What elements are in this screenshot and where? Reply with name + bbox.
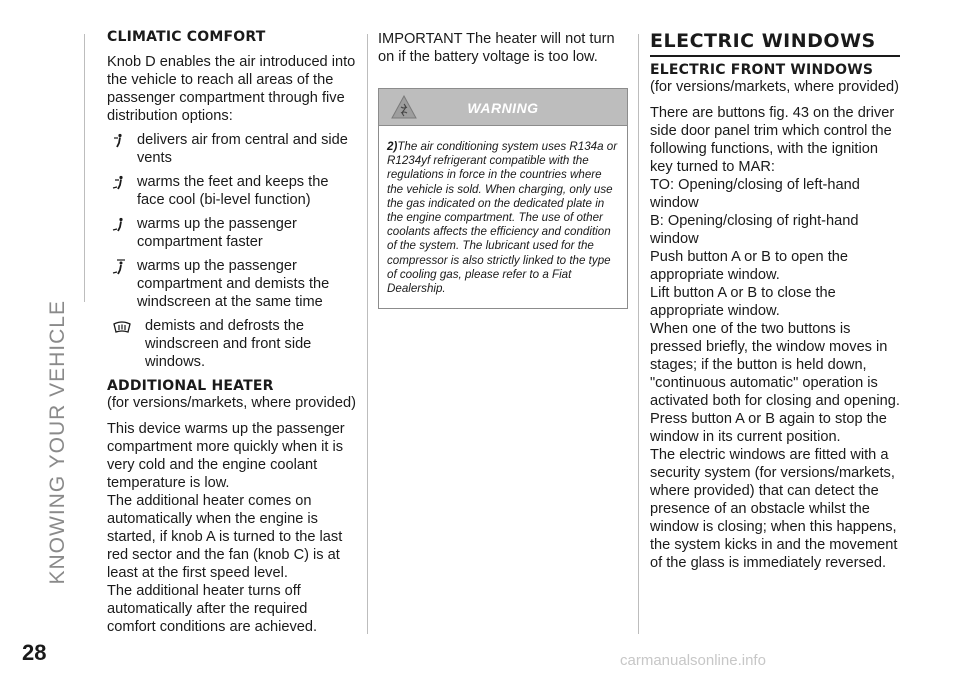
column-divider-1 xyxy=(367,34,368,634)
option-text: demists and defrosts the windscreen and front side windows. xyxy=(145,318,312,370)
windows-heading: ELECTRIC WINDOWS xyxy=(650,30,900,57)
heater-subtitle: (for versions/markets, where provided) xyxy=(107,395,356,411)
watermark: carmanualsonline.info xyxy=(620,652,766,669)
side-section-title: KNOWING YOUR VEHICLE xyxy=(46,300,69,585)
windows-line: When one of the two buttons is pressed briefly, the window moves in stages; if the button is held down, "continuous automatic" operation is activated both for closing and opening. xyxy=(650,321,900,409)
page-number: 28 xyxy=(22,640,47,665)
windows-subheading: ELECTRIC FRONT WINDOWS xyxy=(650,62,874,78)
distribution-option xyxy=(107,257,357,311)
warning-fan-icon xyxy=(391,95,417,119)
heater-paragraph-3: The additional heater turns off automatically after the required comfort conditions are achieved. xyxy=(107,583,318,635)
distribution-option xyxy=(107,131,357,167)
vent-face-icon xyxy=(111,133,127,149)
option-text: delivers air from central and side vents xyxy=(137,132,348,166)
column-warning xyxy=(378,30,628,309)
windows-line: B: Opening/closing of right-hand window xyxy=(650,213,859,247)
windows-line: Lift button A or B to close the appropriate window. xyxy=(650,285,836,319)
distribution-option xyxy=(107,317,357,371)
heater-paragraph-2: The additional heater comes on automatically when the engine is started, if knob A is turned to the last red sector and the fan (knob C) is at least at the first speed level. xyxy=(107,493,343,581)
windows-line: Press button A or B again to stop the window in its current position. xyxy=(650,411,887,445)
distribution-option xyxy=(107,215,357,251)
climatic-intro: Knob D enables the air introduced into the vehicle to reach all areas of the passenger compartment through five distribution options: xyxy=(107,54,356,124)
warning-text: 2)The air conditioning system uses R134a or R1234yf refrigerant compatible with the regulations in force in the countries where the vehicle is sold. When charging, only use the gas indicated on the dedicated plate in the engine compartment. The use of other coolants affects the efficiency and condition of the system. The lubricant used for the compressor is also strictly linked to the type of cooling gas, please refer to a Fiat Dealership. xyxy=(379,125,627,308)
windows-line: The electric windows are fitted with a security system (for versions/markets, where provided) that can detect the presence of an obstacle whilst the window is closing; when this happens, the system kicks in and the movement of the glass is immediately reversed. xyxy=(650,447,898,571)
warning-title: WARNING xyxy=(467,100,539,116)
heater-important: IMPORTANT The heater will not turn on if the battery voltage is too low. xyxy=(378,31,615,65)
distribution-option xyxy=(107,173,357,209)
vent-bilevel-icon xyxy=(111,175,127,191)
windows-line: TO: Opening/closing of left-hand window xyxy=(650,177,860,211)
vent-feet-icon xyxy=(111,217,127,233)
climatic-heading: CLIMATIC COMFORT xyxy=(107,29,266,45)
option-text: warms the feet and keeps the face cool (bi-level function) xyxy=(137,174,329,208)
side-divider xyxy=(84,34,85,302)
column-divider-2 xyxy=(638,34,639,634)
warning-box xyxy=(378,88,628,309)
column-windows xyxy=(650,30,900,572)
column-climatic xyxy=(107,30,357,636)
vent-feet-windscreen-icon xyxy=(111,259,127,275)
option-text: warms up the passenger compartment faster xyxy=(137,216,297,250)
windows-subtitle: (for versions/markets, where provided) xyxy=(650,79,899,95)
option-text: warms up the passenger compartment and demists the windscreen at the same time xyxy=(137,258,330,310)
heater-heading: ADDITIONAL HEATER xyxy=(107,378,274,394)
windows-line: Push button A or B to open the appropriate window. xyxy=(650,249,848,283)
warning-number: 2) xyxy=(387,140,398,153)
defrost-windscreen-icon xyxy=(113,319,131,335)
warning-header xyxy=(379,89,627,125)
heater-paragraph-1: This device warms up the passenger compartment more quickly when it is very cold and the engine coolant temperature is low. xyxy=(107,421,345,491)
windows-line: There are buttons fig. 43 on the driver side door panel trim which control the following functions, with the ignition key turned to MAR: xyxy=(650,105,895,175)
